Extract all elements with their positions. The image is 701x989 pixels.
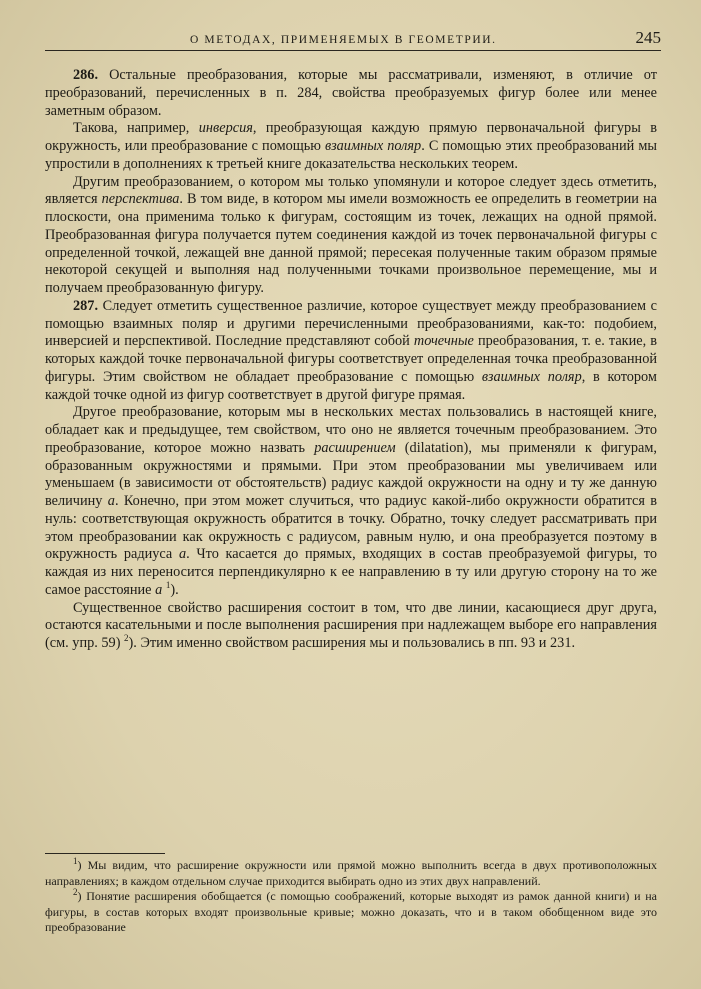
footnote-ref-1: 1 [165, 579, 171, 590]
text-run: Другое преобразование, которым мы в нескольких местах пользовались в настоящей книге, обладает как и предыдущее, тем свойством, что оно не является точечным преобразованием. Это преобразование, которое можно назвать [45, 404, 657, 456]
text-run: преобразования, т. е. такие, в которых каждой точке первоначальной фигуры соответствует определенная точка преобразованной фигуры. Этим свойством не обладает преобразование с помощью [45, 333, 657, 385]
text-run: ). [170, 581, 179, 598]
paragraph-286 [45, 67, 657, 120]
paragraph-dilatation [45, 404, 657, 599]
variable-a: a [155, 581, 163, 598]
paragraph-287 [45, 298, 657, 405]
page-number: 245 [635, 28, 661, 47]
section-number-286: 286. [73, 67, 99, 83]
footnote-text: ) Понятие расширения обобщается (с помощью соображений, которые выходят из рамок данной книги) и на фигуры, в состав которых входят произвольные кривые; можно доказать, что и в таком обобщенном виде это преобразование [45, 889, 657, 934]
variable-a: a [107, 493, 115, 509]
text-run: Такова, например, [73, 120, 199, 137]
section-number-287: 287. [73, 297, 99, 314]
paragraph-text: Остальные преобразования, которые мы рассматривали, изменяют, в отличие от преобразований, перечисленных в п. 284, свойства преобразуемых фигур более или менее заметным образом. [45, 67, 657, 119]
text-run: Следует отметить существенное различие, которое существует между преобразованием с помощью взаимных поляр и другими перечисленными преобразованиями, как-то: подобием, инверсией и перспективой. Последние представляют собой [45, 297, 658, 350]
text-run: ). Этим именно свойством расширения мы и пользовались в пп. 93 и 231. [128, 635, 576, 651]
footnote-ref-2: 2 [124, 633, 129, 644]
term-reciprocal-polars: взаимных поляр [325, 138, 422, 154]
footnote-rule [45, 853, 165, 854]
text-run: . С помощью этих преобразований мы упростили в дополнениях к третьей книге доказательства нескольких теорем. [45, 138, 657, 172]
text-run: Другим преобразованием, о котором мы только упомянули и которое следует здесь отметить, является [45, 173, 657, 208]
header-rule [45, 50, 661, 51]
body-text [45, 67, 657, 653]
footnote-mark-1: 1 [73, 856, 78, 866]
footnotes [45, 858, 657, 936]
text-run: , преобразующая каждую прямую первоначальной фигуры в окружность, или преобразование с помощью [45, 120, 657, 154]
term-perspective: перспектива [101, 191, 180, 208]
text-run: . Что касается до прямых, входящих в состав преобразуемой фигуры, то каждая из них переносится перпендикулярно к ее направлению в ту или другую сторону на то же самое расстояние [45, 546, 657, 598]
footnote-2 [45, 889, 657, 936]
footnote-mark-2: 2 [73, 887, 78, 897]
term-inversion: инверсия [198, 120, 253, 137]
footnote-1 [45, 858, 657, 889]
running-title: О МЕТОДАХ, ПРИМЕНЯЕМЫХ В ГЕОМЕТРИИ. [190, 34, 497, 46]
footnote-text: ) Мы видим, что расширение окружности или прямой можно выполнить всегда в двух противоположных направлениях; в каждом отдельном случае приходится выбирать одно из этих двух направлений. [45, 858, 657, 888]
term-reciprocal-polars: взаимных поляр [481, 368, 582, 385]
term-point: точечные [413, 333, 474, 350]
paragraph-dilatation-property [45, 600, 657, 653]
text-run: . В том виде, в котором мы имели возможность ее определить в геометрии на плоскости, она применима только к фигурам, состоящим из точек, лежащих на одной прямой. Преобразованная фигура получается путем соединения каждой из точек первоначальной фигуры с определенной точкой, лежащей вне данной прямой; пересекая полученные таким образом прямые некоторой секущей и выполняя над полученными точками произвольное перемещение, мы и получаем преобразованную фигуру. [45, 191, 657, 296]
term-dilatation: расширением [314, 439, 396, 456]
variable-a: a [178, 546, 187, 563]
text-run: , в котором каждой точке одной из фигур соответствует в другой фигуре прямая. [45, 368, 657, 403]
text-run: . Конечно, при этом может случиться, что радиус какой-либо окружности обратится в нуль: соответствующая окружность обратится в точку. Обратно, точку следует рассматривать при этом преобразовании как окружность с радиусом, равным нулю, и она преобразуется поэтому в окружность радиуса [45, 493, 658, 563]
page-header [45, 28, 661, 52]
paragraph-inversion [45, 120, 657, 173]
text-run: (dilatation), мы применяли к фигурам, образованным окружностями и прямыми. При этом преобразовании мы увеличиваем или уменьшаем (в зависимости от обстоятельств) радиус каждой окружности на одну и ту же данную величину [45, 439, 658, 509]
text-run: Существенное свойство расширения состоит в том, что две линии, касающиеся друг друга, остаются касательными и после выполнения расширения при надлежащем выборе его направления (см. упр. 59) [45, 599, 657, 651]
paragraph-perspective [45, 174, 657, 298]
